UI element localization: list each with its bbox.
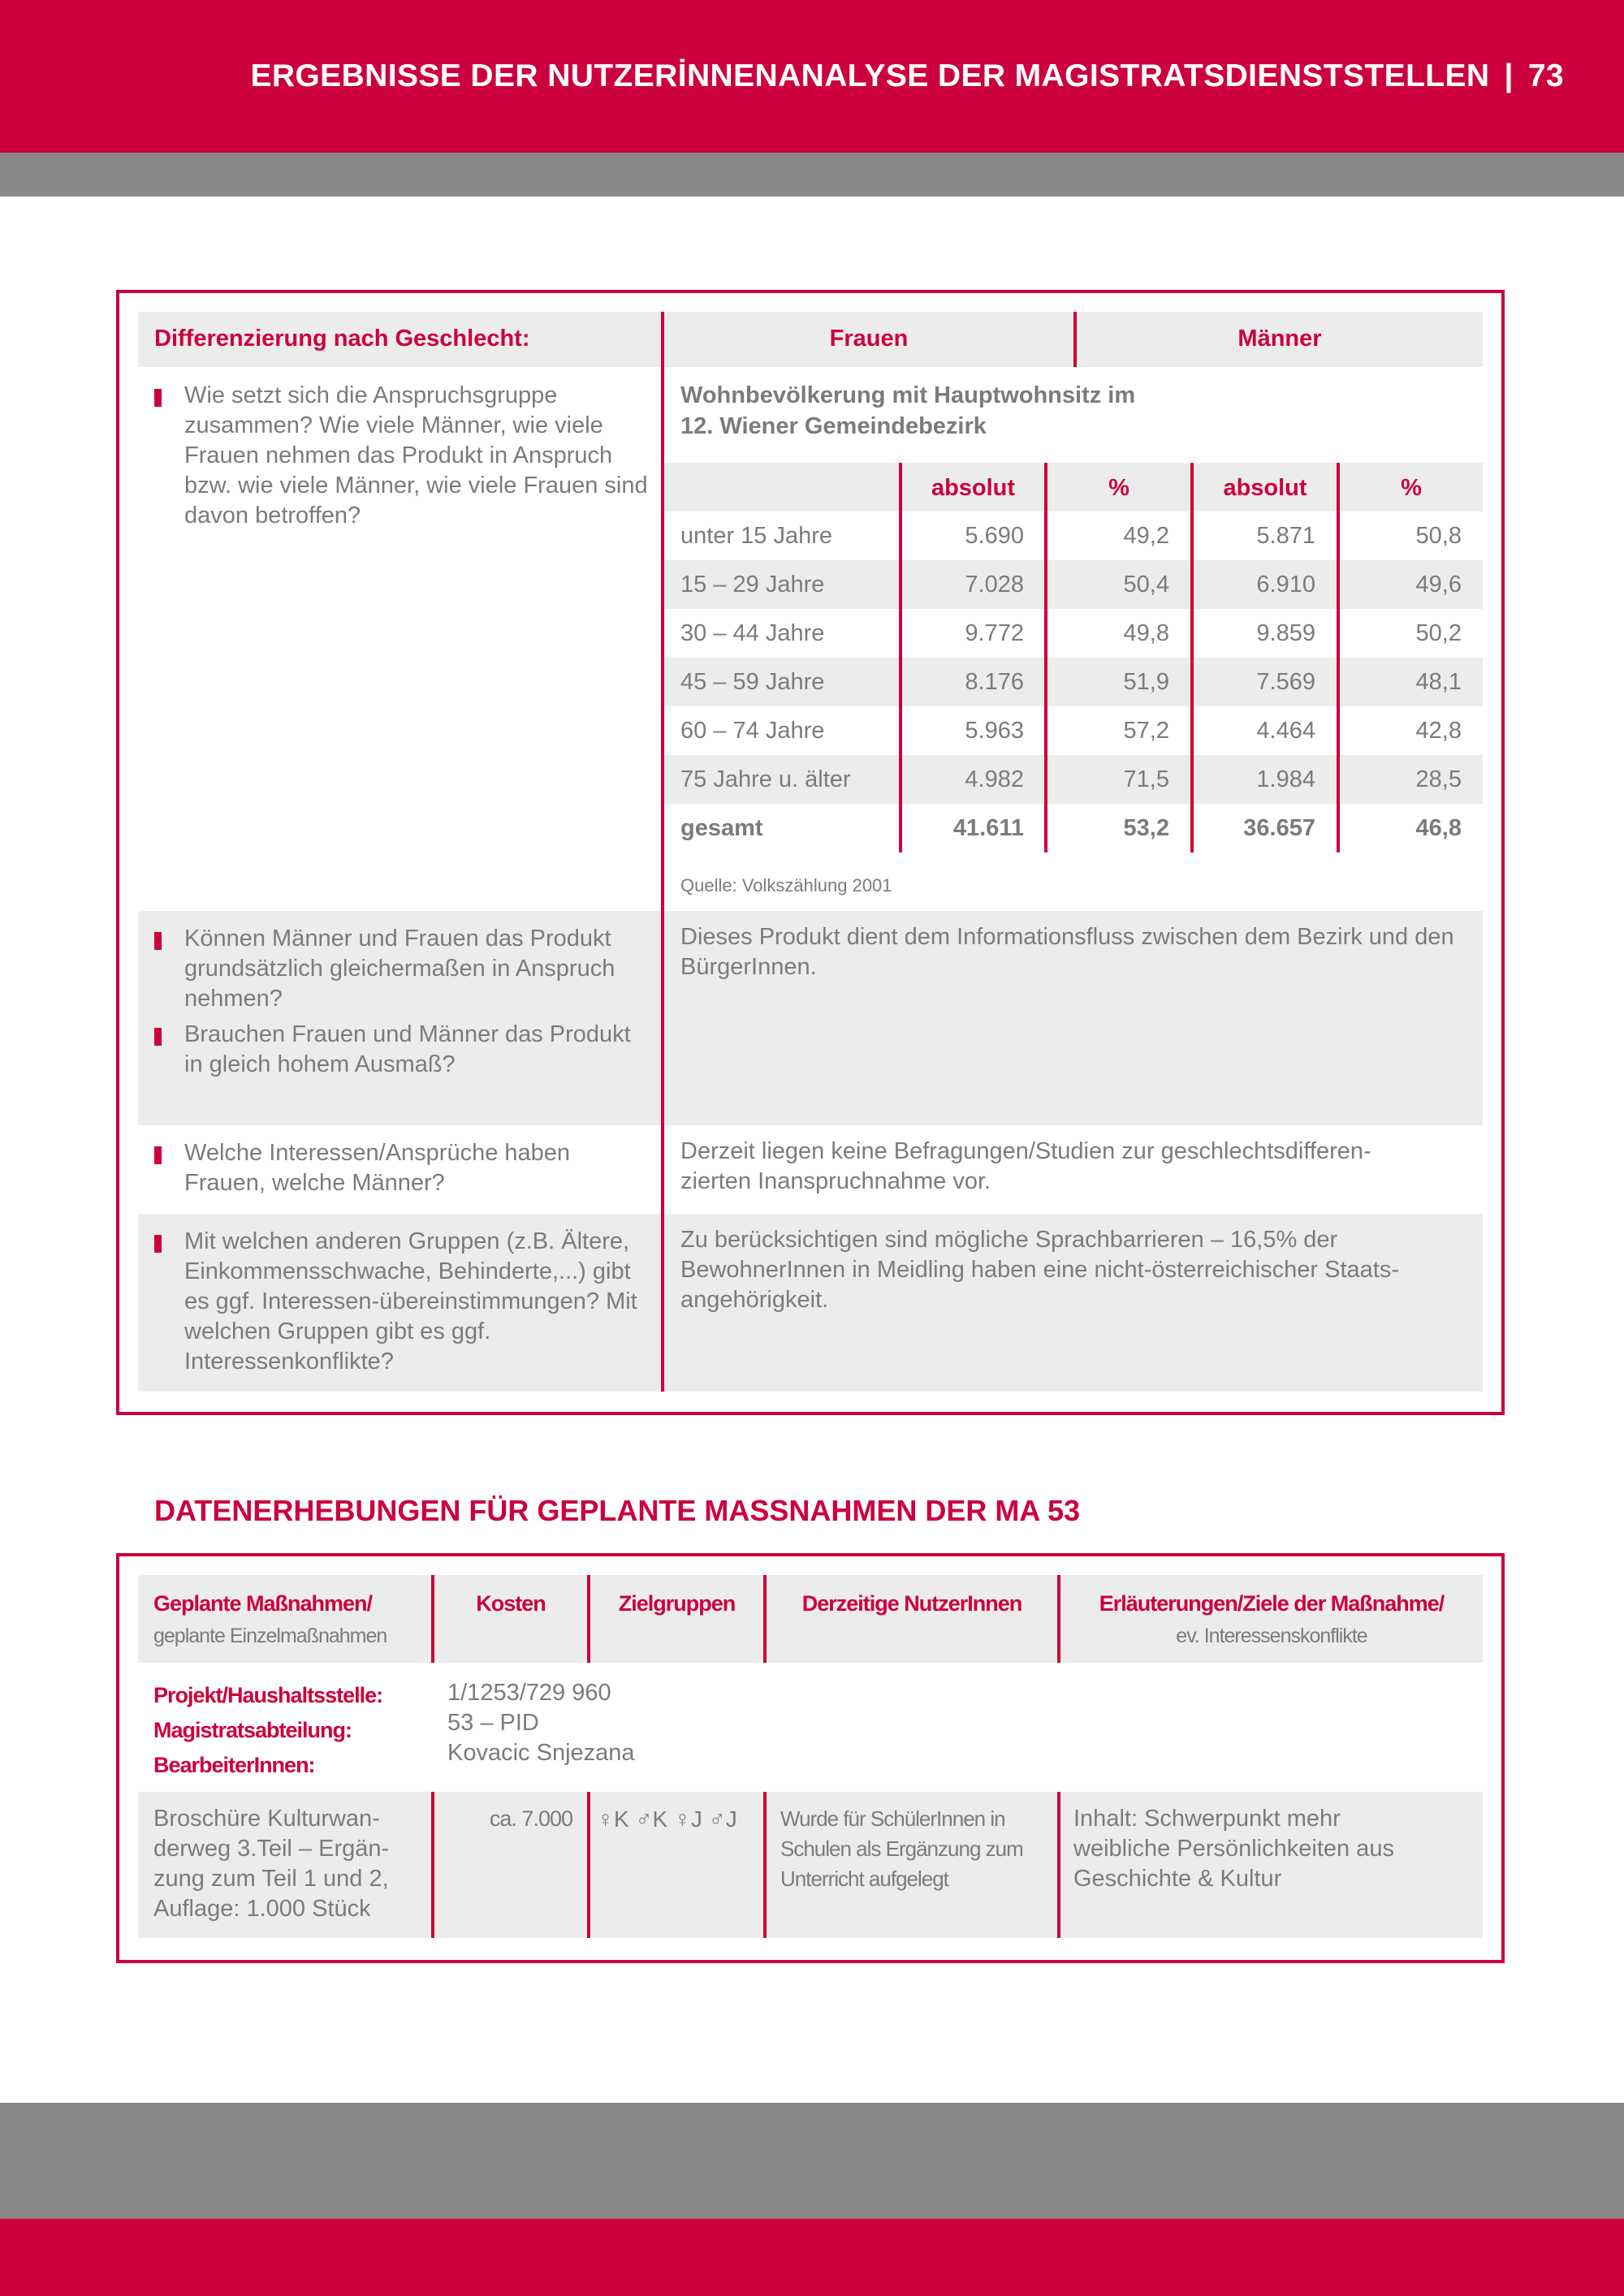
population-title-line2: 12. Wiener Gemeindebezirk <box>680 413 987 439</box>
bullet-marker <box>154 1235 162 1253</box>
measure-line: derweg 3.Teil – Ergän- <box>153 1836 390 1862</box>
question-other-groups: Mit welchen anderen Gruppen (z.B. Ältere, Einkommensschwache, Behinderte,...) gibt es ggf. Interessen-übereinstimmungen? Mit welchen Gruppen gibt es ggf. Interessenkonflikte? <box>184 1228 637 1375</box>
notes-line: Geschichte & Kultur <box>1073 1866 1282 1892</box>
col-header-current-users: Derzeitige NutzerInnen <box>801 1591 1022 1616</box>
gender-analysis-table <box>116 290 1505 1415</box>
population-title-line1: Wohnbevölkerung mit Hauptwohnsitz im <box>680 382 1136 408</box>
cell-women-percent: 51,9 <box>1123 669 1169 695</box>
row-label: 60 – 74 Jahre <box>680 718 825 744</box>
cell-men-percent: 28,5 <box>1415 766 1462 792</box>
meta-value-department: 53 – PID <box>447 1710 539 1736</box>
col-header-target-groups: Zielgruppen <box>618 1591 736 1616</box>
col-header-notes: Erläuterungen/Ziele der Maßnahme/ <box>1099 1591 1445 1616</box>
answer-other-groups-line3: angehörigkeit. <box>680 1287 829 1313</box>
bullet-marker <box>154 1146 162 1164</box>
row-label: unter 15 Jahre <box>680 523 833 549</box>
total-women-absolute: 41.611 <box>952 815 1024 841</box>
cell-women-absolute: 5.690 <box>965 523 1024 549</box>
cell-men-absolute: 1.984 <box>1256 766 1315 792</box>
answer-interests-line1: Derzeit liegen keine Befragungen/Studien zur geschlechtsdifferen- <box>680 1138 1371 1164</box>
question-composition: Wie setzt sich die Anspruchsgruppe zusammen? Wie viele Männer, wie viele Frauen nehmen das Produkt in Anspruch bzw. wie viele Männer, wie viele Frauen sind davon betroffen? <box>184 382 648 529</box>
bullet-marker <box>154 932 162 950</box>
total-men-absolute: 36.657 <box>1243 815 1315 841</box>
notes-line: weibliche Persönlichkeiten aus <box>1073 1836 1394 1862</box>
measure-cost: ca. 7.000 <box>489 1806 572 1831</box>
bullet-marker <box>154 1028 162 1046</box>
column-divider <box>763 1792 767 1938</box>
bullet-marker <box>154 389 162 407</box>
cell-women-absolute: 9.772 <box>965 620 1024 646</box>
cell-women-percent: 49,8 <box>1123 620 1169 646</box>
cell-women-percent: 50,4 <box>1123 572 1169 598</box>
cell-women-percent: 49,2 <box>1123 523 1169 549</box>
cell-men-absolute: 5.871 <box>1256 523 1315 549</box>
page-header <box>250 58 1564 94</box>
header-separator: | <box>1504 58 1514 93</box>
cell-men-percent: 50,2 <box>1415 620 1462 646</box>
header-title: ERGEBNISSE DER NUTZERİNNENANALYSE DER MAGISTRATSDIENSTSTELLEN <box>250 58 1490 93</box>
cell-men-absolute: 6.910 <box>1256 572 1315 598</box>
meta-label-project: Projekt/Haushaltsstelle: <box>153 1683 383 1707</box>
col-header-men: Männer <box>1237 326 1322 352</box>
answer-equal-use: Dieses Produkt dient dem Informationsfluss zwischen dem Bezirk und den BürgerInnen. <box>680 924 1454 980</box>
col-header-measures-sub: geplante Einzelmaßnahmen <box>153 1625 387 1647</box>
source-note: Quelle: Volkszählung 2001 <box>680 875 892 896</box>
subheader-men-percent: % <box>1401 475 1422 501</box>
col-header-measures: Geplante Maßnahmen/ <box>153 1591 373 1616</box>
page-number: 73 <box>1527 58 1564 93</box>
cell-men-absolute: 4.464 <box>1256 718 1315 744</box>
measure-line: Auflage: 1.000 Stück <box>153 1896 371 1922</box>
column-divider <box>661 312 664 1392</box>
answer-other-groups-line1: Zu berücksichtigen sind mögliche Sprachbarrieren – 16,5% der <box>680 1227 1338 1253</box>
cell-women-percent: 57,2 <box>1123 718 1169 744</box>
column-divider <box>1057 1792 1060 1938</box>
cell-men-percent: 49,6 <box>1415 572 1462 598</box>
cell-women-absolute: 8.176 <box>965 669 1024 695</box>
meta-value-project: 1/1253/729 960 <box>447 1680 611 1706</box>
col-header-women: Frauen <box>829 326 909 352</box>
cell-men-absolute: 7.569 <box>1256 669 1315 695</box>
cell-men-percent: 48,1 <box>1415 669 1462 695</box>
header-gray-strip <box>0 153 1624 196</box>
row-label: 15 – 29 Jahre <box>680 572 825 598</box>
measure-target-groups: ♀K ♂K ♀J ♂J <box>597 1806 737 1832</box>
subheader-women-percent: % <box>1108 475 1129 501</box>
total-label: gesamt <box>680 815 763 841</box>
section-title: DATENERHEBUNGEN FÜR GEPLANTE MASSNAHMEN DER MA 53 <box>154 1494 1081 1527</box>
subheader-men-absolute: absolut <box>1223 475 1307 501</box>
meta-label-department: Magistratsabteilung: <box>153 1718 352 1742</box>
cell-women-absolute: 5.963 <box>965 718 1024 744</box>
cell-women-percent: 71,5 <box>1123 766 1169 792</box>
column-divider <box>587 1792 590 1938</box>
measure-line: Broschüre Kulturwan- <box>153 1806 380 1832</box>
col-header-costs: Kosten <box>476 1591 546 1616</box>
cell-men-percent: 42,8 <box>1415 718 1462 744</box>
measure-line: zung zum Teil 1 und 2, <box>153 1866 389 1892</box>
meta-label-editors: BearbeiterInnen: <box>153 1753 315 1777</box>
footer-red-band <box>0 2219 1624 2296</box>
meta-value-editors: Kovacic Snjezana <box>447 1740 635 1766</box>
cell-women-absolute: 7.028 <box>965 572 1024 598</box>
users-line: Unterricht aufgelegt <box>780 1867 948 1891</box>
footer-gray-band <box>0 2103 1624 2219</box>
users-line: Wurde für SchülerInnen in <box>780 1806 1005 1831</box>
col-header-notes-sub: ev. Interessenskonflikte <box>1176 1625 1367 1647</box>
planned-measures-table <box>116 1553 1505 1963</box>
row-label: 30 – 44 Jahre <box>680 620 825 646</box>
notes-line: Inhalt: Schwerpunkt mehr <box>1073 1806 1341 1832</box>
users-line: Schulen als Ergänzung zum <box>780 1836 1023 1861</box>
col-header-differentiation: Differenzierung nach Geschlecht: <box>154 326 530 352</box>
question-interests: Welche Interessen/Ansprüche haben Frauen, welche Männer? <box>184 1140 571 1196</box>
question-equal-need: Brauchen Frauen und Männer das Produkt in gleich hohem Ausmaß? <box>184 1021 631 1077</box>
answer-interests-line2: zierten Inanspruchnahme vor. <box>680 1168 991 1194</box>
question-equal-use: Können Männer und Frauen das Produkt grundsätzlich gleichermaßen in Anspruch nehmen? <box>184 926 615 1012</box>
cell-men-absolute: 9.859 <box>1256 620 1315 646</box>
cell-women-absolute: 4.982 <box>965 766 1024 792</box>
row-label: 75 Jahre u. älter <box>680 766 851 792</box>
cell-men-percent: 50,8 <box>1415 523 1462 549</box>
answer-other-groups-line2: BewohnerInnen in Meidling haben eine nicht-österreichischer Staats- <box>680 1257 1400 1283</box>
total-women-percent: 53,2 <box>1123 815 1169 841</box>
row-label: 45 – 59 Jahre <box>680 669 825 695</box>
subheader-women-absolute: absolut <box>931 475 1016 501</box>
total-men-percent: 46,8 <box>1415 815 1462 841</box>
